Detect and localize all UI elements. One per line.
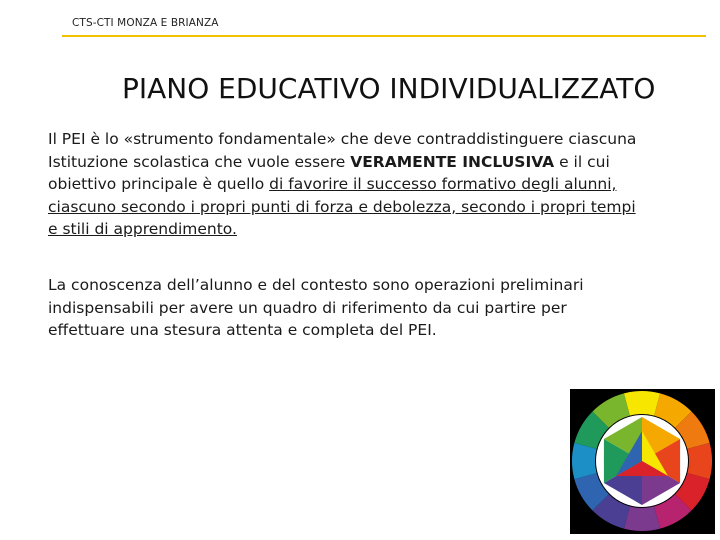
wheel-segment — [624, 391, 660, 416]
underlined-goal-text: di favorire il successo formativo degli alunni, ciascuno secondo i propri punti di forza e debolezza, secondo i propri tempi e stili di apprendimento. — [48, 175, 636, 238]
header-rule — [62, 35, 706, 37]
slide-title: PIANO EDUCATIVO INDIVIDUALIZZATO — [122, 72, 656, 105]
paragraph-pei-definition — [48, 128, 680, 241]
wheel-segment — [624, 506, 660, 531]
emphasis-text: VERAMENTE INCLUSIVA — [350, 152, 555, 171]
color-wheel-image — [570, 389, 715, 534]
paragraph-middle-text: e il cui obiettivo principale è quello — [48, 152, 610, 193]
wheel-segment — [687, 443, 712, 479]
header-label: CTS-CTI MONZA E BRIANZA — [72, 17, 219, 29]
wheel-segment — [572, 443, 597, 479]
paragraph-intro-text: Il PEI è lo «strumento fondamentale» che deve contraddistinguere ciascuna Istituzione scolastica che vuole essere — [48, 130, 637, 171]
color-wheel-icon — [570, 389, 715, 534]
paragraph-knowledge: La conoscenza dell’alunno e del contesto sono operazioni preliminari indispensabili per avere un quadro di riferimento da cui partire per effettuare una stesura attenta e completa del PEI. — [48, 276, 584, 339]
